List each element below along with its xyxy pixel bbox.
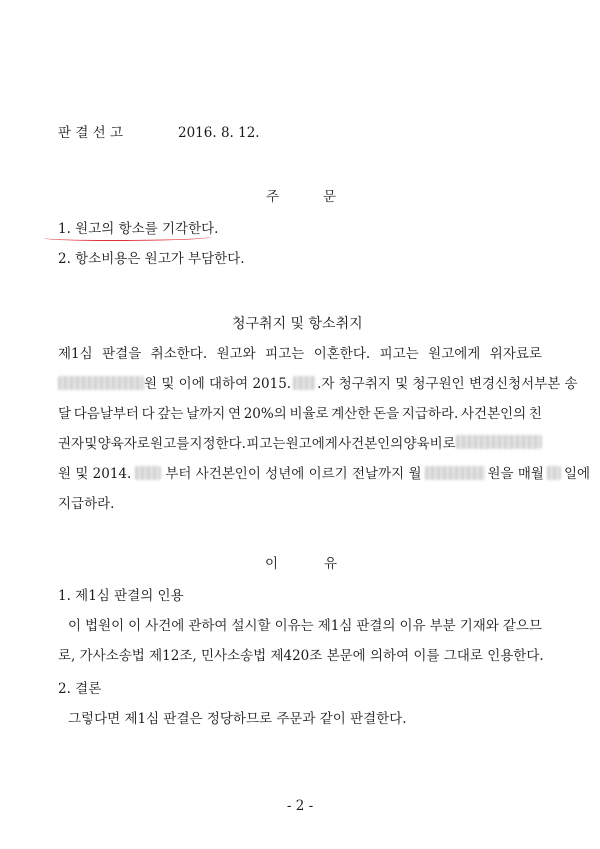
claims-word: 다음날부터 [73, 406, 139, 422]
reasons-heading-char-1: 이 [265, 556, 279, 572]
reasons-word: 이유는 [274, 618, 314, 634]
reasons-word: 같으므 [502, 618, 542, 634]
redacted-date [293, 376, 315, 390]
reasons-word: 이 [68, 618, 82, 634]
reasons-heading-char-2: 유 [323, 556, 337, 572]
claims-word: 지정한다. [189, 436, 246, 452]
redacted-amount [456, 435, 542, 449]
claims-text: .자 청구취지 및 청구원인 변경신청서부본 송 [317, 376, 578, 392]
claims-text: 일에 [563, 466, 591, 482]
claims-word: 20%의 [243, 406, 287, 422]
reasons-section1-title: 1. 제1심 판결의 인용 [58, 588, 184, 604]
reasons-word: 판결의 [356, 618, 396, 634]
claims-word: 연 [227, 406, 242, 422]
claims-word: 취소한다. [150, 346, 208, 362]
reasons-section1-line-1 [68, 617, 542, 635]
claims-word: 위자료로 [489, 346, 542, 362]
redacted-amount [425, 466, 485, 480]
claims-word: 원고와 [216, 346, 256, 362]
claims-word: 계산한 [331, 406, 371, 422]
claims-line-5 [58, 465, 591, 483]
claims-line-3 [58, 405, 542, 423]
holding-heading-char-2: 문 [322, 189, 336, 205]
claims-word: 갚는 [157, 406, 184, 422]
claims-word: 사건본인의 [338, 436, 404, 452]
claims-word: 지급하라. [401, 406, 459, 422]
reasons-word: 사건에 [145, 618, 185, 634]
red-underline-annotation [44, 234, 212, 241]
holding-heading [266, 188, 336, 206]
claims-word: 양육비로 [403, 436, 456, 452]
redacted-day [547, 466, 561, 480]
announcement-date: 2016. 8. 12. [178, 125, 260, 141]
reasons-word: 관하여 [188, 618, 228, 634]
redacted-amount [58, 376, 144, 390]
claims-word: 사건본인의 [461, 406, 527, 422]
reasons-word: 설시할 [231, 618, 271, 634]
page-number: - 2 - [286, 798, 314, 814]
claims-text: 원 및 2014. [58, 466, 132, 482]
reasons-section1-line-2: 로, 가사소송법 제12조, 민사소송법 제420조 본문에 의하여 이를 그대로 인용한다. [58, 648, 544, 664]
claims-word: 양육자로 [97, 436, 150, 452]
claims-word: 권자 [58, 436, 85, 452]
claims-text: 원을 매월 [487, 466, 544, 482]
reasons-word: 이 [128, 618, 142, 634]
reasons-word: 이유 [399, 618, 426, 634]
claims-word: 친 [528, 406, 542, 422]
claims-word: 원고에게 [428, 346, 481, 362]
holding-item-2: 2. 항소비용은 원고가 부담한다. [58, 251, 245, 267]
holding-item-1: 1. 원고의 항소를 기각한다. [58, 221, 219, 237]
holding-heading-char-1: 주 [266, 189, 280, 205]
claims-line-2 [58, 375, 578, 393]
announcement-label: 판 결 선 고 [58, 125, 124, 141]
reasons-section2-text: 그렇다면 제1심 판결은 정당하므로 주문과 같이 판결한다. [68, 711, 407, 727]
claims-text: 부터 사건본인이 성년에 이르기 전날까지 월 [165, 466, 422, 482]
reasons-word: 기재와 [459, 618, 499, 634]
claims-word: 피고는 [265, 346, 305, 362]
reasons-heading [265, 555, 337, 573]
claims-word: 판결을 [102, 346, 142, 362]
claims-word: 원고를 [150, 436, 190, 452]
claims-word: 및 [84, 436, 98, 452]
redacted-date [135, 466, 161, 480]
claims-line-6: 지급하라. [58, 496, 115, 512]
claims-word: 이혼한다. [313, 346, 371, 362]
claims-line-1 [58, 345, 542, 363]
claims-word: 달 [58, 406, 72, 422]
reasons-section2-title: 2. 결론 [58, 681, 102, 697]
claims-word: 피고는 [379, 346, 419, 362]
claims-word: 다 [141, 406, 155, 422]
reasons-word: 부분 [429, 618, 456, 634]
claims-word: 돈을 [373, 406, 400, 422]
reasons-word: 법원이 [85, 618, 125, 634]
claims-word: 원고에게 [285, 436, 338, 452]
claims-line-4 [58, 435, 542, 453]
claims-word: 제1심 [58, 346, 93, 362]
claims-text: 원 및 이에 대하여 2015. [144, 376, 292, 392]
claims-word: 비율로 [289, 406, 329, 422]
reasons-word: 제1심 [317, 618, 353, 634]
claims-heading: 청구취지 및 항소취지 [232, 316, 363, 332]
claims-word: 피고는 [246, 436, 286, 452]
claims-word: 날까지 [186, 406, 226, 422]
